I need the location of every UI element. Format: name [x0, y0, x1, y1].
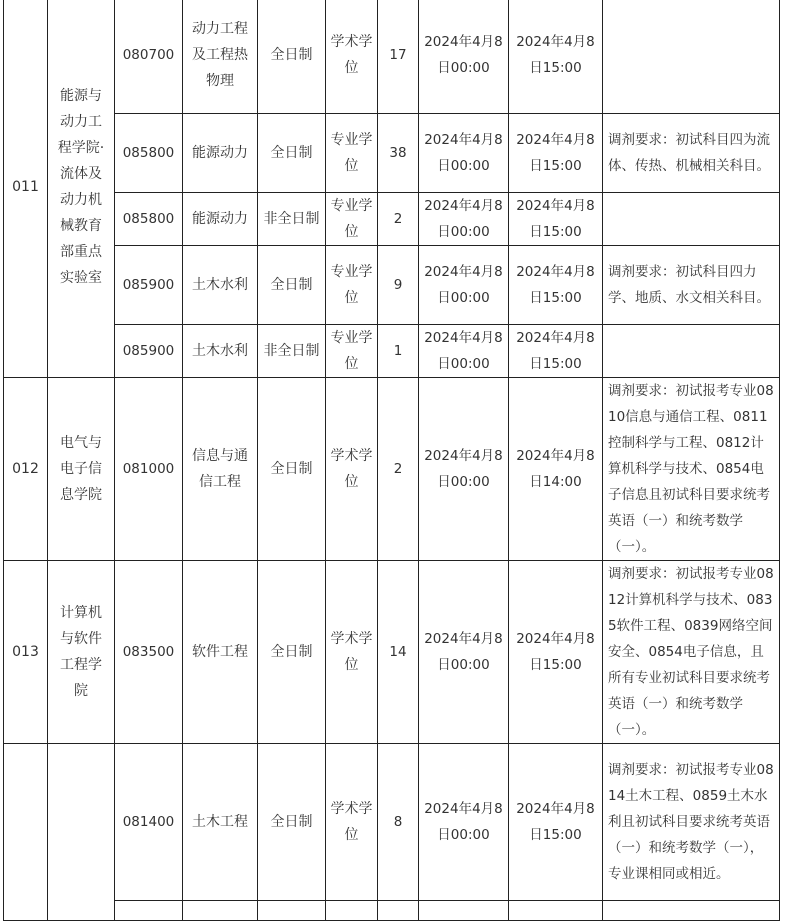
- table-row: [4, 114, 780, 193]
- study-mode: 全日制: [258, 744, 326, 901]
- table-row: [4, 901, 780, 921]
- study-mode: 非全日制: [258, 325, 326, 378]
- start-time: 2024年4月8日00:00: [419, 114, 509, 193]
- major-code: 080700: [115, 0, 183, 114]
- degree-type: 学术学位: [326, 561, 378, 744]
- empty-cell: [378, 901, 419, 921]
- degree-type: 学术学位: [326, 744, 378, 901]
- major-name: 信息与通信工程: [183, 378, 258, 561]
- empty-cell: [183, 901, 258, 921]
- college-id: 011: [4, 0, 48, 378]
- empty-cell: [419, 901, 509, 921]
- major-code: 081400: [115, 744, 183, 901]
- major-code: 085800: [115, 193, 183, 246]
- end-time: 2024年4月8日15:00: [509, 193, 603, 246]
- degree-type: 专业学位: [326, 114, 378, 193]
- quota-count: 14: [378, 561, 419, 744]
- table-row: [4, 378, 780, 561]
- major-name: 软件工程: [183, 561, 258, 744]
- quota-count: 2: [378, 193, 419, 246]
- college-id: 013: [4, 561, 48, 744]
- adjustment-note: [603, 325, 780, 378]
- major-name: 土木水利: [183, 246, 258, 325]
- empty-cell: [509, 901, 603, 921]
- end-time: 2024年4月8日15:00: [509, 325, 603, 378]
- end-time: 2024年4月8日14:00: [509, 378, 603, 561]
- study-mode: 全日制: [258, 114, 326, 193]
- quota-count: 8: [378, 744, 419, 901]
- major-name: 能源动力: [183, 193, 258, 246]
- college-name: 计算机与软件工程学院: [48, 561, 115, 744]
- quota-count: 9: [378, 246, 419, 325]
- start-time: 2024年4月8日00:00: [419, 0, 509, 114]
- table-row: [4, 0, 780, 114]
- adjustment-note: 调剂要求：初试科目四为流体、传热、机械相关科目。: [603, 114, 780, 193]
- major-code: 083500: [115, 561, 183, 744]
- study-mode: 全日制: [258, 246, 326, 325]
- study-mode: 全日制: [258, 0, 326, 114]
- college-name: 能源与动力工程学院·流体及动力机械教育部重点实验室: [48, 0, 115, 378]
- empty-cell: [326, 901, 378, 921]
- quota-count: 38: [378, 114, 419, 193]
- table-row: [4, 246, 780, 325]
- adjustment-table: [3, 0, 780, 921]
- adjustment-note: 调剂要求：初试科目四力学、地质、水文相关科目。: [603, 246, 780, 325]
- table-row: [4, 325, 780, 378]
- adjustment-note: 调剂要求：初试报考专业0814土木工程、0859土木水利且初试科目要求统考英语（一）和统考数学（一），专业课相同或相近。: [603, 744, 780, 901]
- study-mode: 全日制: [258, 561, 326, 744]
- quota-count: 17: [378, 0, 419, 114]
- start-time: 2024年4月8日00:00: [419, 325, 509, 378]
- major-code: 081000: [115, 378, 183, 561]
- adjustment-note: 调剂要求：初试报考专业0810信息与通信工程、0811控制科学与工程、0812计算机科学与技术、0854电子信息且初试科目要求统考英语（一）和统考数学（一）。: [603, 378, 780, 561]
- college-id: [4, 744, 48, 921]
- table-row: [4, 193, 780, 246]
- major-code: 085800: [115, 114, 183, 193]
- degree-type: 学术学位: [326, 0, 378, 114]
- degree-type: 专业学位: [326, 325, 378, 378]
- quota-count: 2: [378, 378, 419, 561]
- adjustment-note: 调剂要求：初试报考专业0812计算机科学与技术、0835软件工程、0839网络空间安全、0854电子信息，且所有专业初试科目要求统考英语（一）和统考数学（一）。: [603, 561, 780, 744]
- end-time: 2024年4月8日15:00: [509, 561, 603, 744]
- college-name: [48, 744, 115, 921]
- major-code: 085900: [115, 246, 183, 325]
- study-mode: 全日制: [258, 378, 326, 561]
- quota-count: 1: [378, 325, 419, 378]
- college-id: 012: [4, 378, 48, 561]
- adjustment-note: [603, 0, 780, 114]
- end-time: 2024年4月8日15:00: [509, 0, 603, 114]
- major-name: 土木工程: [183, 744, 258, 901]
- start-time: 2024年4月8日00:00: [419, 193, 509, 246]
- major-name: 能源动力: [183, 114, 258, 193]
- end-time: 2024年4月8日15:00: [509, 114, 603, 193]
- empty-cell: [258, 901, 326, 921]
- major-code: 085900: [115, 325, 183, 378]
- empty-cell: [603, 901, 780, 921]
- table-row: [4, 561, 780, 744]
- end-time: 2024年4月8日15:00: [509, 744, 603, 901]
- table-row: [4, 744, 780, 901]
- college-name: 电气与电子信息学院: [48, 378, 115, 561]
- degree-type: 专业学位: [326, 193, 378, 246]
- end-time: 2024年4月8日15:00: [509, 246, 603, 325]
- empty-cell: [115, 901, 183, 921]
- degree-type: 专业学位: [326, 246, 378, 325]
- start-time: 2024年4月8日00:00: [419, 744, 509, 901]
- major-name: 动力工程及工程热物理: [183, 0, 258, 114]
- major-name: 土木水利: [183, 325, 258, 378]
- degree-type: 学术学位: [326, 378, 378, 561]
- study-mode: 非全日制: [258, 193, 326, 246]
- start-time: 2024年4月8日00:00: [419, 561, 509, 744]
- start-time: 2024年4月8日00:00: [419, 246, 509, 325]
- start-time: 2024年4月8日00:00: [419, 378, 509, 561]
- adjustment-note: [603, 193, 780, 246]
